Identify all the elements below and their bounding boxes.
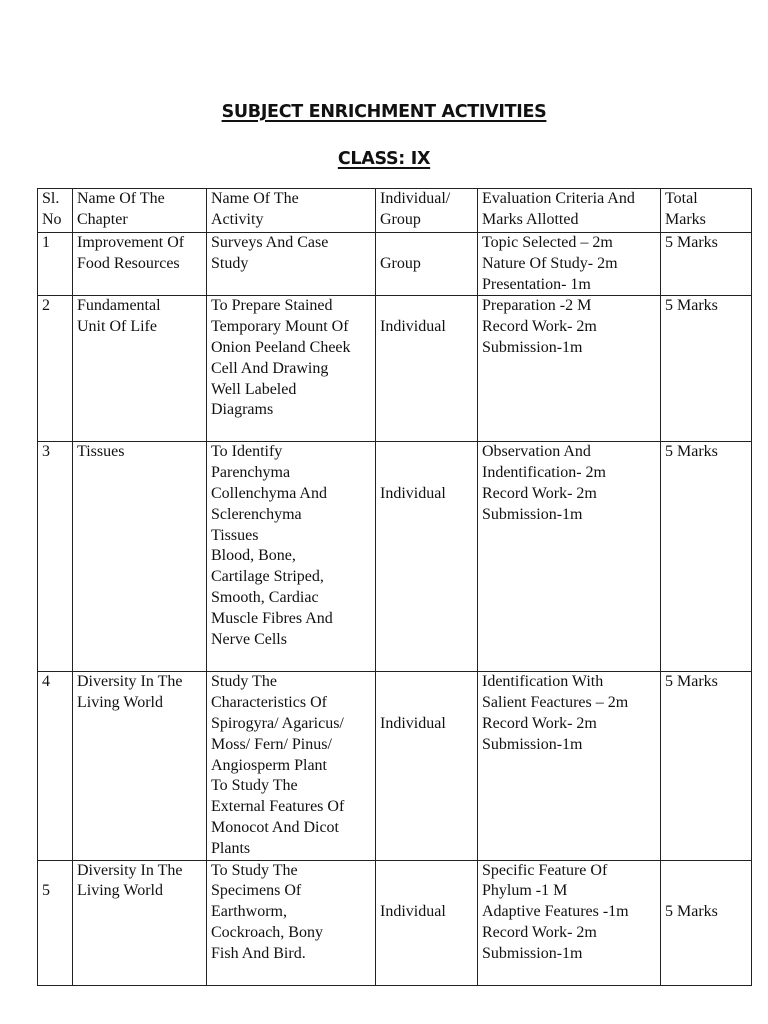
cell-individual-group: Individual — [376, 860, 478, 985]
cell-individual-group: Group — [376, 233, 478, 296]
document-subtitle: CLASS: IX — [337, 149, 431, 169]
cell-individual-group: Individual — [376, 672, 478, 860]
document-title: SUBJECT ENRICHMENT ACTIVITIES — [221, 102, 547, 122]
cell-evaluation-criteria: Specific Feature Of Phylum -1 M Adaptive Features -1m Record Work- 2m Submission-1m — [478, 860, 661, 985]
cell-sl-no: 1 — [38, 233, 73, 296]
cell-activity: To Prepare Stained Temporary Mount Of Onion Peeland Cheek Cell And Drawing Well Labeled Diagrams — [207, 296, 376, 442]
cell-activity: Study The Characteristics Of Spirogyra/ Agaricus/ Moss/ Fern/ Pinus/ Angiosperm Plant To Study The External Features Of Monocot And Dicot Plants — [207, 672, 376, 860]
table-row — [38, 442, 752, 672]
cell-chapter: Fundamental Unit Of Life — [73, 296, 207, 442]
cell-activity: To Identify Parenchyma Collenchyma And Sclerenchyma Tissues Blood, Bone, Cartilage Striped, Smooth, Cardiac Muscle Fibres And Nerve Cells — [207, 442, 376, 672]
cell-sl-no: 4 — [38, 672, 73, 860]
cell-total-marks: 5 Marks — [661, 233, 752, 296]
table-header-row — [38, 189, 752, 233]
header-evaluation-criteria: Evaluation Criteria And Marks Allotted — [478, 189, 661, 233]
header-individual-group: Individual/ Group — [376, 189, 478, 233]
cell-total-marks: 5 Marks — [661, 296, 752, 442]
cell-evaluation-criteria: Identification With Salient Feactures – 2m Record Work- 2m Submission-1m — [478, 672, 661, 860]
table-row — [38, 860, 752, 985]
header-sl-no: Sl. No — [38, 189, 73, 233]
table-row — [38, 672, 752, 860]
cell-evaluation-criteria: Topic Selected – 2m Nature Of Study- 2m Presentation- 1m — [478, 233, 661, 296]
cell-activity: To Study The Specimens Of Earthworm, Cockroach, Bony Fish And Bird. — [207, 860, 376, 985]
cell-total-marks: 5 Marks — [661, 860, 752, 985]
cell-sl-no: 3 — [38, 442, 73, 672]
cell-chapter: Improvement Of Food Resources — [73, 233, 207, 296]
table-row — [38, 296, 752, 442]
cell-chapter: Diversity In The Living World — [73, 672, 207, 860]
cell-evaluation-criteria: Preparation -2 M Record Work- 2m Submission-1m — [478, 296, 661, 442]
cell-chapter: Tissues — [73, 442, 207, 672]
cell-total-marks: 5 Marks — [661, 442, 752, 672]
header-activity: Name Of The Activity — [207, 189, 376, 233]
cell-activity: Surveys And Case Study — [207, 233, 376, 296]
cell-individual-group: Individual — [376, 296, 478, 442]
cell-individual-group: Individual — [376, 442, 478, 672]
cell-sl-no: 2 — [38, 296, 73, 442]
header-chapter: Name Of The Chapter — [73, 189, 207, 233]
cell-sl-no: 5 — [38, 860, 73, 985]
activities-table — [37, 188, 752, 986]
header-total-marks: Total Marks — [661, 189, 752, 233]
cell-chapter: Diversity In The Living World — [73, 860, 207, 985]
cell-evaluation-criteria: Observation And Indentification- 2m Record Work- 2m Submission-1m — [478, 442, 661, 672]
table-row — [38, 233, 752, 296]
cell-total-marks: 5 Marks — [661, 672, 752, 860]
